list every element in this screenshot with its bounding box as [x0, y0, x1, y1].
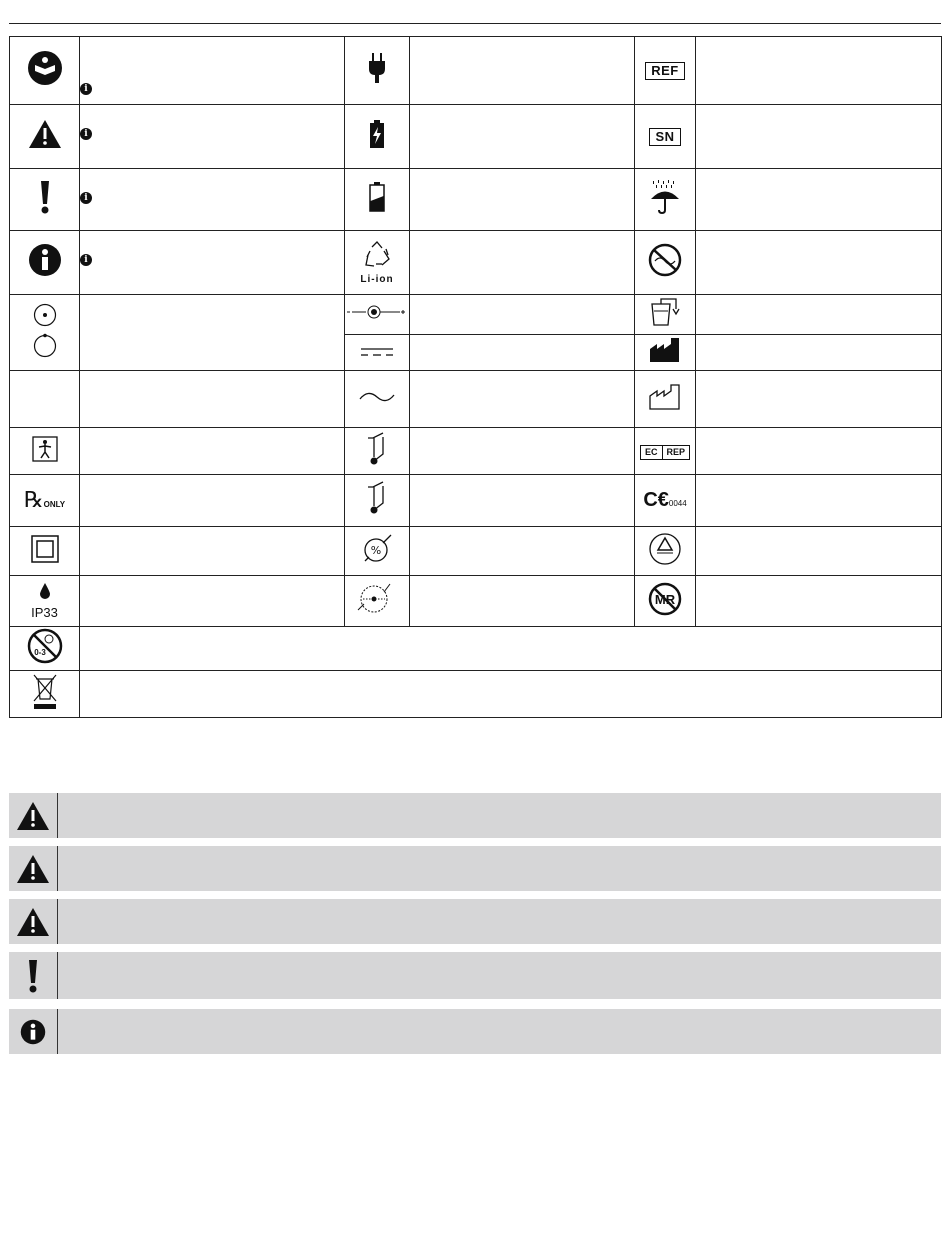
warning-icon — [16, 801, 50, 831]
battery-low-text — [410, 169, 635, 231]
tuv-text — [696, 527, 942, 576]
pressure-limit-text — [410, 576, 635, 627]
sn-cell — [635, 105, 696, 169]
class-ii-double-insulation-icon — [31, 535, 59, 563]
ce-number-label: 0044 — [668, 499, 687, 508]
plug-text — [410, 37, 635, 105]
caution-notice-icon-cell — [9, 952, 58, 999]
consult-manual-text — [80, 37, 345, 105]
direct-current-text — [410, 335, 635, 371]
ip-rating-cell — [10, 576, 80, 627]
temperature-limit-icon — [367, 432, 387, 466]
info-notice-icon-cell — [9, 1009, 58, 1054]
warning-notice-icon-cell — [9, 846, 58, 891]
manufacture-date-icon — [649, 383, 681, 411]
svg-text:0-3: 0-3 — [33, 648, 46, 657]
keep-dry-cell — [635, 169, 696, 231]
battery-charging-icon — [370, 120, 384, 148]
battery-charging-text — [410, 105, 635, 169]
prohibited-icon — [648, 243, 682, 277]
warning-notice — [9, 793, 941, 838]
info-icon: i — [80, 192, 92, 204]
alternating-current-text — [410, 371, 635, 428]
temperature-limit-cell — [345, 428, 410, 475]
info-icon: i — [80, 128, 92, 140]
class-ii-text — [80, 527, 345, 576]
header-rule — [9, 23, 941, 24]
atmospheric-pressure-icon — [348, 578, 406, 620]
not-for-children-icon — [27, 628, 63, 664]
ce-mark-icon: C€ — [643, 489, 669, 511]
on-icon — [33, 303, 57, 327]
alternating-current-icon — [359, 390, 395, 404]
ref-icon: REF — [645, 62, 685, 80]
caution-notice — [9, 952, 941, 999]
ce-mark-text — [696, 475, 942, 527]
power-on-off-cell — [10, 295, 80, 371]
warning-cell — [10, 105, 80, 169]
humidity-limit-icon — [361, 533, 393, 565]
type-bf-cell — [10, 428, 80, 475]
manufacturer-text — [696, 335, 942, 371]
manufacturer-icon — [649, 337, 681, 363]
ip-rating-text — [80, 576, 345, 627]
mr-unsafe-cell — [635, 576, 696, 627]
warning-icon — [28, 119, 62, 149]
age-warning-cell — [10, 627, 80, 671]
warning-icon — [16, 907, 50, 937]
tuv-cell — [635, 527, 696, 576]
information-text — [80, 231, 345, 295]
svg-text:%: % — [370, 543, 382, 557]
caution-cell — [10, 169, 80, 231]
ec-rep-icon — [640, 445, 690, 460]
rx-only-label: ONLY — [43, 500, 66, 509]
information-cell — [10, 231, 80, 295]
direct-current-icon — [360, 347, 394, 357]
info-icon: i — [80, 83, 92, 95]
power-plug-icon — [367, 51, 387, 85]
warning-notice — [9, 846, 941, 891]
consult-manual-cell — [10, 37, 80, 105]
fluid-drain-cell — [635, 295, 696, 335]
svg-text:MR: MR — [654, 591, 676, 607]
caution-text — [80, 169, 345, 231]
dc-connector-cell — [345, 295, 410, 335]
warning-text — [80, 105, 345, 169]
no-sunlight-text — [696, 231, 942, 295]
information-icon — [28, 243, 62, 277]
notices-section — [9, 793, 941, 1062]
dc-polarity-icon — [346, 305, 408, 319]
info-notice — [9, 1009, 941, 1054]
pressure-limit-cell — [345, 576, 410, 627]
age-warning-text — [80, 627, 942, 671]
class-ii-cell — [10, 527, 80, 576]
tuv-certification-icon — [648, 532, 682, 566]
storage-temperature-icon — [367, 481, 387, 515]
warning-notice-icon-cell — [9, 793, 58, 838]
consult-instructions-icon — [27, 50, 63, 86]
ec-rep-cell — [635, 428, 696, 475]
mr-unsafe-text — [696, 576, 942, 627]
battery-low-icon — [369, 182, 385, 212]
li-ion-label: Li-ion — [360, 273, 394, 285]
battery-charging-cell — [345, 105, 410, 169]
ec-rep-text — [696, 428, 942, 475]
weee-cell — [10, 671, 80, 718]
container-drain-icon — [648, 297, 682, 327]
humidity-limit-text — [410, 527, 635, 576]
off-icon — [33, 332, 57, 358]
keep-dry-icon — [648, 180, 682, 214]
ref-text — [696, 37, 942, 105]
storage-temperature-cell — [345, 475, 410, 527]
warning-icon — [16, 854, 50, 884]
ip-rating-label: IP33 — [31, 605, 58, 620]
empty-icon-cell — [10, 371, 80, 428]
weee-text — [80, 671, 942, 718]
symbols-table — [9, 36, 942, 718]
mr-unsafe-icon — [648, 582, 682, 616]
caution-icon — [40, 180, 50, 214]
battery-low-cell — [345, 169, 410, 231]
sn-text — [696, 105, 942, 169]
empty-text-cell — [80, 371, 345, 428]
rx-icon: ℞ — [23, 488, 44, 513]
no-sunlight-cell — [635, 231, 696, 295]
storage-temperature-text — [410, 475, 635, 527]
type-bf-text — [80, 428, 345, 475]
keep-dry-text — [696, 169, 942, 231]
dc-connector-text — [410, 295, 635, 335]
weee-crossed-bin-icon — [32, 673, 58, 711]
manufacture-date-text — [696, 371, 942, 428]
ec-label: EC — [644, 447, 658, 457]
rep-label: REP — [662, 446, 690, 459]
manufacturer-cell — [635, 335, 696, 371]
rx-only-text — [80, 475, 345, 527]
manufacture-date-cell — [635, 371, 696, 428]
caution-icon — [28, 959, 38, 993]
ref-cell — [635, 37, 696, 105]
plug-cell — [345, 37, 410, 105]
alternating-current-cell — [345, 371, 410, 428]
humidity-limit-cell — [345, 527, 410, 576]
temperature-limit-text — [410, 428, 635, 475]
serial-number-icon: SN — [649, 128, 680, 146]
power-on-off-text — [80, 295, 345, 371]
fluid-drain-text — [696, 295, 942, 335]
ce-mark-cell — [635, 475, 696, 527]
info-icon: i — [80, 254, 92, 266]
warning-notice — [9, 899, 941, 944]
rx-only-cell — [10, 475, 80, 527]
information-icon — [20, 1019, 46, 1045]
recycle-text — [410, 231, 635, 295]
type-bf-applied-part-icon — [32, 436, 58, 462]
warning-notice-icon-cell — [9, 899, 58, 944]
water-drop-icon — [39, 582, 51, 600]
direct-current-cell — [345, 335, 410, 371]
recycle-li-ion-cell — [345, 231, 410, 295]
recycle-icon — [362, 241, 392, 269]
